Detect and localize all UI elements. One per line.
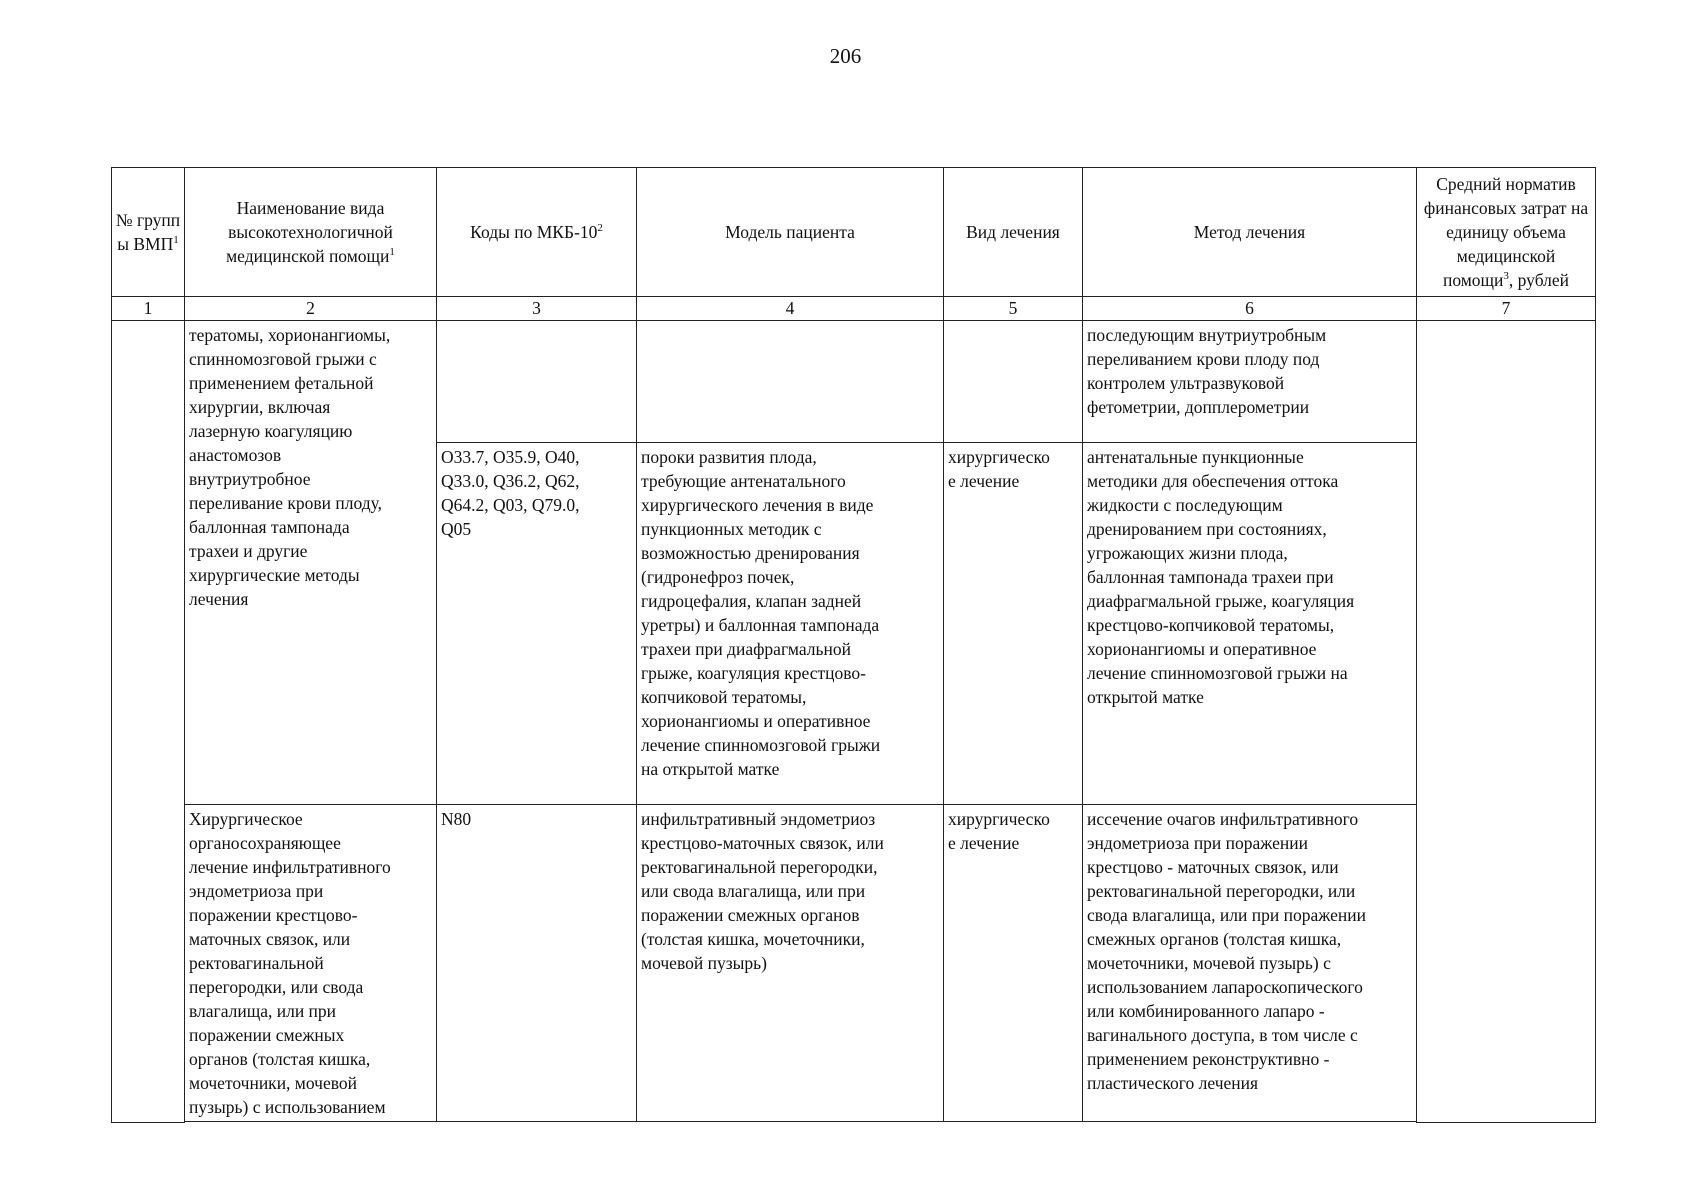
header-treatment-type: Вид лечения [944,168,1083,297]
treatment-method-cell: иссечение очагов инфильтративного эндометриоза при поражении крестцово - маточных связок, или ректовагинальной перегородки, или свода влагалища, или при поражении смежных органов (толстая кишка, мочеточники, мочевой пузырь) с использованием лапароскопического или комбинированного лапаро - вагинального доступа, в том числе с применением реконструктивно - пластического лечения [1083,805,1417,1122]
header-cost-standard: Средний норматив финансовых затрат на единицу объема медицинской помощи$^3$, рублей [1417,168,1596,297]
treatment-method-cell: антенатальные пункционные методики для обеспечения оттока жидкости с последующим дренированием при состояниях, угрожающих жизни плода, баллонная тампонада трахеи при диафрагмальной грыже, коагуляция крестцово-копчиковой тератомы, хорионангиомы и оперативное лечение спинномозговой грыжи на открытой матке [1083,443,1417,805]
vmp-name-cell: Хирургическое органосохраняющее лечение инфильтративного эндометриоза при поражении крестцово- маточных связок, или ректовагинальной перегородки, или свода влагалища, или при поражении смежных органов (толстая кишка, мочеточники, мочевой пузырь) с использованием [185,805,437,1122]
column-number-row [112,297,1596,321]
icd-codes-cell: O33.7, O35.9, O40, Q33.0, Q36.2, Q62, Q64.2, Q03, Q79.0, Q05 [437,443,637,805]
vmp-table [111,167,1596,1123]
cost-standard-cell [1417,321,1596,1123]
treatment-type-cell: хирургическо е лечение [944,805,1083,1122]
column-number: 2 [185,297,437,321]
column-number: 4 [637,297,944,321]
column-number: 1 [112,297,185,321]
patient-model-cell [637,321,944,443]
patient-model-cell: инфильтративный эндометриоз крестцово-маточных связок, или ректовагинальной перегородки, или свода влагалища, или при поражении смежных органов (толстая кишка, мочеточники, мочевой пузырь) [637,805,944,1122]
table-row [112,805,1596,1122]
treatment-type-cell: хирургическо е лечение [944,443,1083,805]
header-icd-codes: Коды по МКБ-$10^2$ [437,168,637,297]
header-patient-model: Модель пациента [637,168,944,297]
patient-model-cell: пороки развития плода, требующие антенатального хирургического лечения в виде пункционных методик с возможностью дренирования (гидронефроз почек, гидроцефалия, клапан задней уретры) и баллонная тампонада трахеи при диафрагмальной грыже, коагуляция крестцово- копчиковой тератомы, хорионангиомы и оперативное лечение спинномозговой грыжи на открытой матке [637,443,944,805]
page-number: 206 [829,44,862,68]
group-no-cell [112,321,185,1123]
table-row [112,321,1596,443]
header-vmp-name: Наименование вида высокотехнологичной медицинской помощи$^1$ [185,168,437,297]
treatment-type-cell [944,321,1083,443]
icd-codes-cell: N80 [437,805,637,1122]
treatment-method-cell: последующим внутриутробным переливанием крови плоду под контролем ультразвуковой фетометрии, допплерометрии [1083,321,1417,443]
column-number: 3 [437,297,637,321]
table-header-row [112,168,1596,297]
column-number: 5 [944,297,1083,321]
spacer-cell [185,1122,1417,1123]
header-treatment-method: Метод лечения [1083,168,1417,297]
column-number: 6 [1083,297,1417,321]
column-number: 7 [1417,297,1596,321]
table-row-spacer [112,1122,1596,1123]
icd-codes-cell [437,321,637,443]
vmp-name-cell: тератомы, хорионангиомы, спинномозговой грыжи с применением фетальной хирургии, включая лазерную коагуляцию анастомозов внутриутробное переливание крови плоду, баллонная тампонада трахеи и другие хирургические методы лечения [185,321,437,805]
header-group-no: № групп ы ВМП$^1$ [112,168,185,297]
